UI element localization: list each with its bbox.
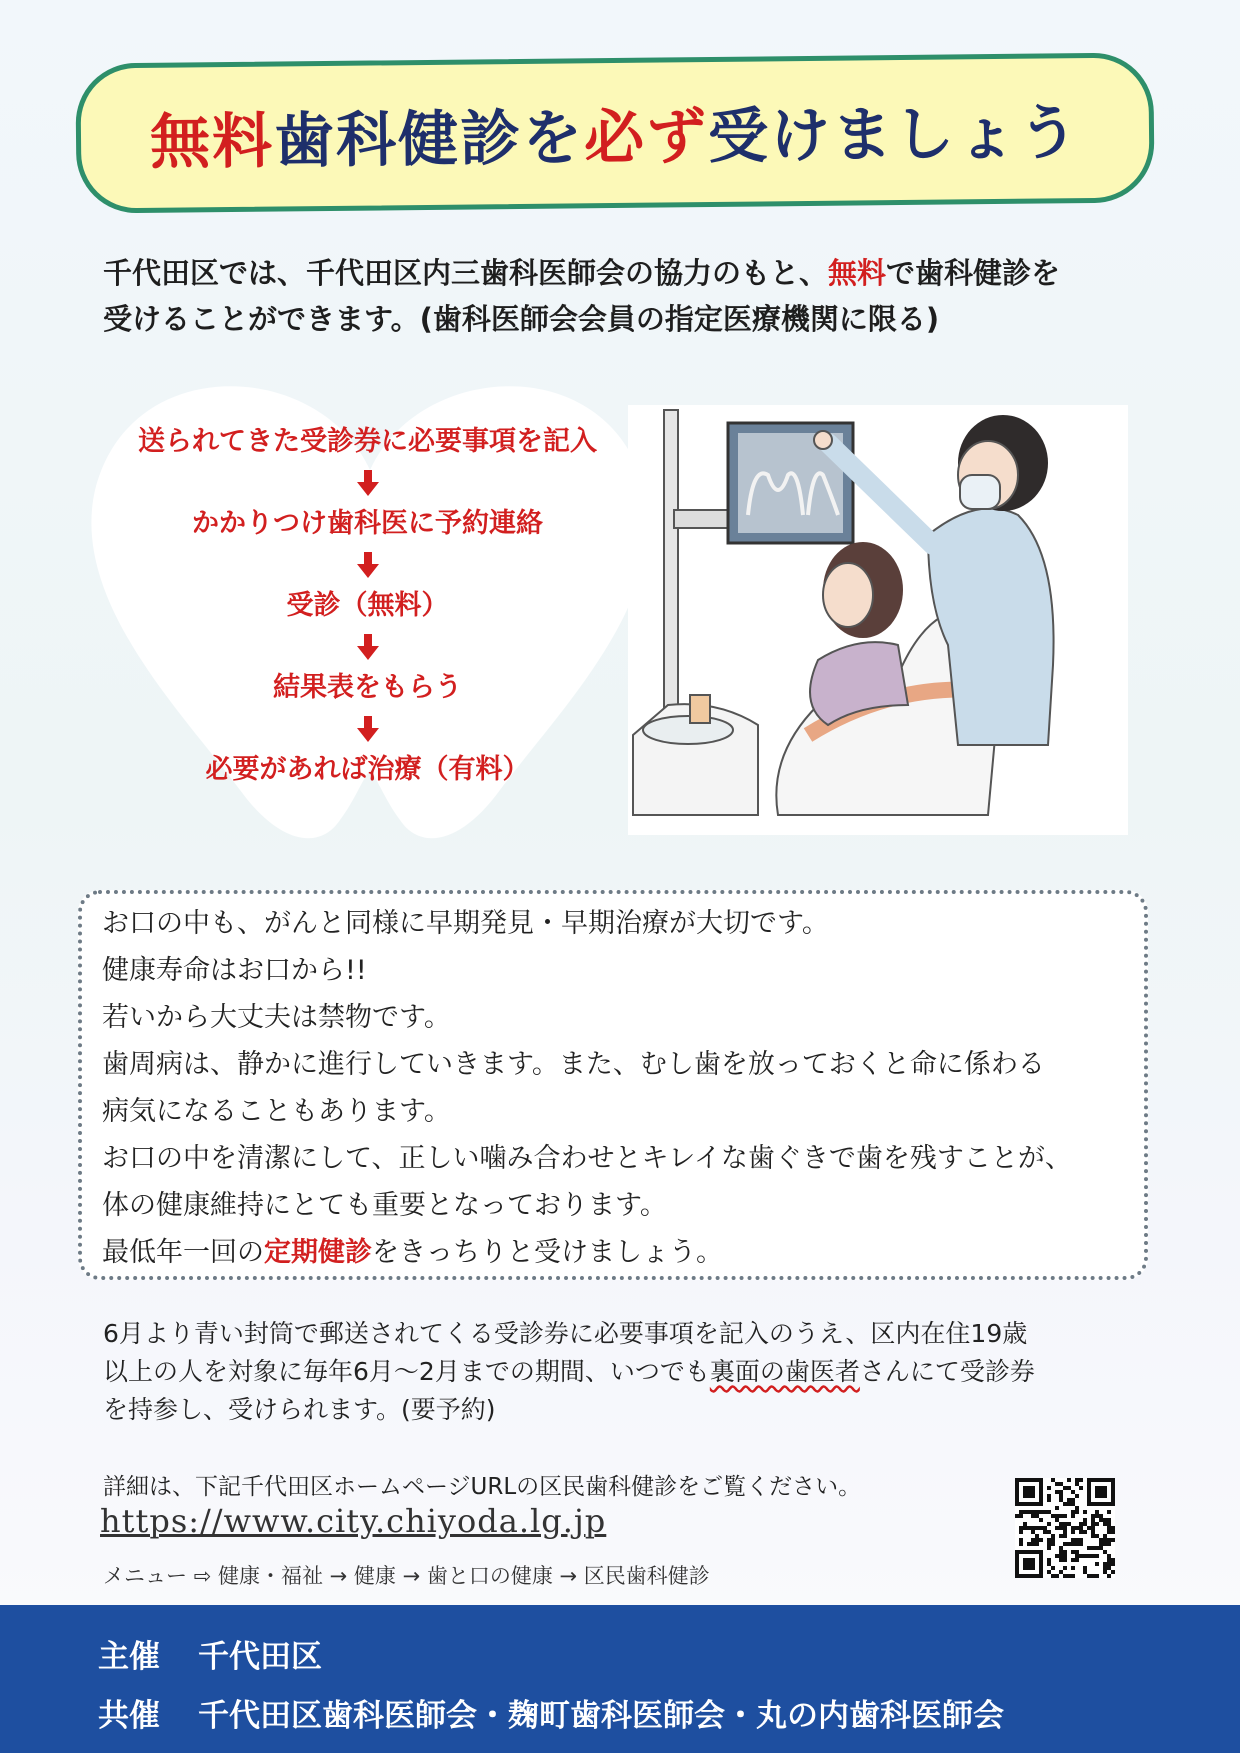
regular-checkup-highlight: 定期健診 [264,1237,372,1268]
notice-last-a: 最低年一回の [102,1237,264,1268]
dentist-illustration [628,405,1128,835]
footer-cohost-row [98,1690,1004,1735]
info-line-2 [103,1353,1148,1391]
title-banner [75,52,1155,213]
title-receive: 受けましょう [707,98,1081,173]
page-title [150,85,1081,181]
checkup-flow [95,422,640,790]
flow-step-4: 結果表をもらう [273,672,462,703]
details-text: 詳細は、下記千代田区ホームページURLの区民歯科健診をご覧ください。 [103,1474,862,1500]
intro-line-2: 受けることができます。(歯科医師会会員の指定医療機関に限る) [103,302,940,336]
notice-text [102,900,1152,1276]
arrow-down-icon [95,462,640,504]
qr-code-icon[interactable] [1015,1478,1115,1578]
reverse-side-dentist-emphasis: 裏面の歯医者 [709,1357,860,1386]
flow-step-1: 送られてきた受診券に必要事項を記入 [138,426,597,457]
intro-line-1 [103,250,1163,296]
title-must: 必ず [583,102,709,174]
notice-line-5: 病気になることもあります。 [102,1096,451,1127]
notice-last-b: をきっちりと受けましょう。 [372,1237,723,1268]
intro-text [103,250,1163,342]
arrow-down-icon [95,544,640,586]
notice-line-2: 健康寿命はお口から!! [102,955,367,986]
info-line-2b: さんにて受診券 [859,1357,1035,1386]
title-free: 無料 [149,106,275,178]
title-dental-checkup: 歯科健診を [273,103,585,177]
notice-line-7: 体の健康維持にとても重要となっております。 [102,1190,667,1221]
flow-step-5: 必要があれば治療（有料） [205,754,530,785]
host-name: 千代田区 [198,1639,322,1675]
cohost-label: 共催 [98,1698,160,1734]
info-paragraph [103,1315,1148,1429]
notice-line-3: 若いから大丈夫は禁物です。 [102,1002,451,1033]
info-line-1: 6月より青い封筒で郵送されてくる受診券に必要事項を記入のうえ、区内在住19歳 [103,1319,1028,1348]
host-label: 主催 [98,1639,160,1675]
notice-line-6: お口の中を清潔にして、正しい噛み合わせとキレイな歯ぐきで歯を残すことが、 [102,1143,1072,1174]
notice-line-1: お口の中も、がんと同様に早期発見・早期治療が大切です。 [102,908,829,939]
notice-line-8 [102,1229,1152,1276]
flow-step-3: 受診（無料） [286,590,449,621]
menu-path: メニュー ⇨ 健康・福祉 → 健康 → 歯と口の健康 → 区民歯科健診 [103,1564,710,1588]
arrow-down-icon [95,708,640,750]
info-line-2a: 以上の人を対象に毎年6月～2月までの期間、いつでも [103,1357,710,1386]
notice-line-4: 歯周病は、静かに進行していきます。また、むし歯を放っておくと命に係わる [102,1049,1045,1080]
intro-line-1a: 千代田区では、千代田区内三歯科医師会の協力のもと、 [103,256,829,290]
website-url-link[interactable]: https://www.city.chiyoda.lg.jp [100,1502,607,1540]
cohost-names: 千代田区歯科医師会・麹町歯科医師会・丸の内歯科医師会 [198,1698,1004,1734]
footer-host-row [98,1631,322,1676]
flow-step-2: かかりつけ歯科医に予約連絡 [192,508,543,539]
intro-free-highlight: 無料 [828,256,887,290]
intro-line-1b: で歯科健診を [886,256,1061,290]
footer-banner [0,1605,1240,1753]
info-line-3: を持参し、受けられます。(要予約) [103,1395,496,1424]
arrow-down-icon [95,626,640,668]
